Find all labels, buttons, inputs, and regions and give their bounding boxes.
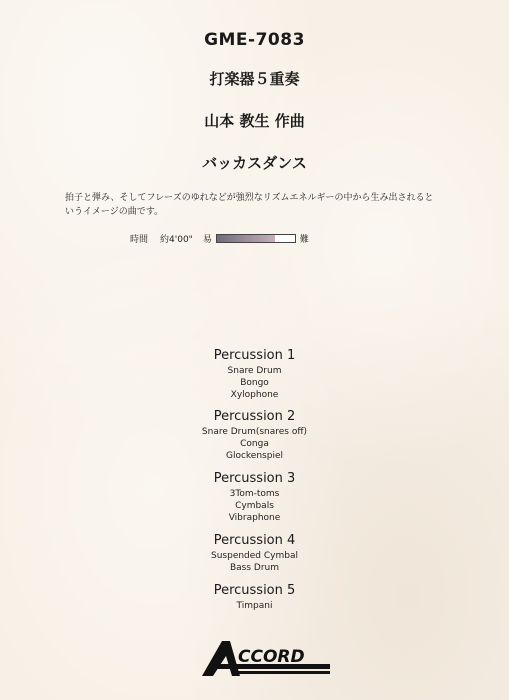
time-value: 約4'00" xyxy=(160,234,193,245)
accord-logo-icon xyxy=(200,638,330,680)
time-label: 時間 xyxy=(130,234,149,245)
part-name-4: Percussion 4 xyxy=(213,533,296,548)
publisher-logo xyxy=(200,638,330,680)
instrument: Cymbals xyxy=(235,501,274,511)
instrument: Glockenspiel xyxy=(225,451,283,461)
ensemble-type: 打楽器５重奏 xyxy=(209,70,300,88)
instrument: Suspended Cymbal xyxy=(211,551,298,561)
performance-info xyxy=(130,231,309,245)
logo-text: CCORD xyxy=(238,647,305,667)
part-name-2: Percussion 2 xyxy=(213,409,296,424)
piece-title: バッカスダンス xyxy=(202,154,307,172)
part-name-3: Percussion 3 xyxy=(213,471,296,486)
instrument: Bongo xyxy=(240,378,269,388)
instrument: Snare Drum xyxy=(227,366,282,376)
instrument: Snare Drum(snares off) xyxy=(201,427,308,437)
description-line-2: いうイメージの曲です。 xyxy=(65,207,164,217)
difficulty-bar-fill xyxy=(217,235,276,242)
part-instruments-2 xyxy=(0,426,509,462)
instrument: Timpani xyxy=(236,601,273,611)
instrument: Vibraphone xyxy=(228,513,281,523)
part-name-1: Percussion 1 xyxy=(213,348,296,363)
instrument: Bass Drum xyxy=(229,563,280,573)
hard-label: 難 xyxy=(299,234,309,245)
piece-description xyxy=(65,191,450,219)
easy-label: 易 xyxy=(202,234,212,245)
part-instruments-1 xyxy=(0,365,509,401)
part-instruments-5 xyxy=(0,600,509,612)
difficulty-bar xyxy=(216,234,296,243)
part-name-5: Percussion 5 xyxy=(213,583,296,598)
part-instruments-4 xyxy=(0,550,509,574)
catalog-code: GME-7083 xyxy=(204,30,305,50)
part-instruments-3 xyxy=(0,488,509,524)
instrument: Xylophone xyxy=(230,390,279,400)
composer-credit: 山本 教生 作曲 xyxy=(204,112,305,130)
description-line-1: 拍子と弾み、そしてフレーズのゆれなどが強烈なリズムエネルギーの中から生み出されると xyxy=(65,193,434,203)
instrument: Conga xyxy=(240,439,269,449)
instrument: 3Tom-toms xyxy=(229,489,280,499)
